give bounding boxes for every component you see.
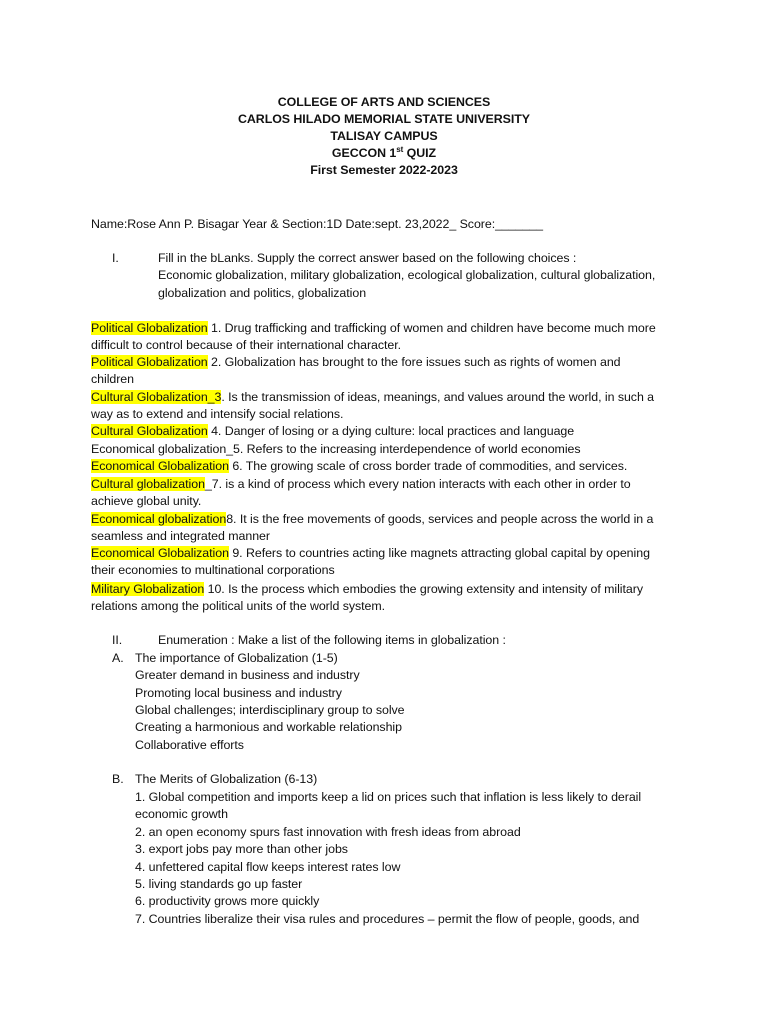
answer-10-continuation: relations among the political units of the world system. <box>91 599 386 613</box>
answer-2-highlight: Political Globalization <box>91 355 208 369</box>
section-b-item: 1. Global competition and imports keep a lid on prices such that inflation is less likely to derail <box>135 790 642 804</box>
answer-4 <box>91 423 574 440</box>
section-a-label: A. <box>112 651 124 665</box>
part1-instruction: Fill in the bLanks. Supply the correct answer based on the following choices : <box>158 251 577 265</box>
answer-2-text: 2. Globalization has brought to the fore issues such as rights of women and <box>207 355 621 369</box>
quiz-heading-prefix: GECCON 1 <box>331 146 397 160</box>
answer-1-continuation: difficult to control because of their international character. <box>91 338 402 352</box>
section-b-title: The Merits of Globalization (6-13) <box>135 772 318 786</box>
answer-3 <box>91 389 654 406</box>
semester-heading: First Semester 2022-2023 <box>310 163 458 177</box>
part1-choices-line2: globalization and politics, globalization <box>158 286 367 300</box>
section-a-item: Greater demand in business and industry <box>135 668 360 682</box>
answer-8-continuation: seamless and integrated manner <box>91 529 270 543</box>
answer-2 <box>91 354 621 371</box>
answer-7-continuation: achieve global unity. <box>91 494 202 508</box>
answer-6 <box>91 458 627 475</box>
campus-heading: TALISAY CAMPUS <box>330 129 438 143</box>
answer-4-text: 4. Danger of losing or a dying culture: local practices and language <box>207 424 575 438</box>
answer-10 <box>91 581 643 598</box>
section-b-item: economic growth <box>135 807 228 821</box>
answer-8 <box>91 511 653 528</box>
section-b-item: 6. productivity grows more quickly <box>135 894 320 908</box>
answer-6-highlight: Economical Globalization <box>91 459 229 473</box>
section-b-item: 2. an open economy spurs fast innovation with fresh ideas from abroad <box>135 825 521 839</box>
answer-10-text: 10. Is the process which embodies the growing extensity and intensity of military <box>204 582 643 596</box>
answer-3-highlight: Cultural Globalization_3 <box>91 390 222 404</box>
section-b-label: B. <box>112 772 124 786</box>
answer-7-text: _7. is a kind of process which every nation interacts with each other in order to <box>204 477 631 491</box>
answer-9-highlight: Economical Globalization <box>91 546 229 560</box>
answer-3-continuation: way as to extend and intensify social relations. <box>91 407 344 421</box>
answer-9 <box>91 545 650 562</box>
answer-3-text: . Is the transmission of ideas, meanings, and values around the world, in such a <box>221 390 655 404</box>
college-heading: COLLEGE OF ARTS AND SCIENCES <box>277 95 491 109</box>
answer-8-highlight: Economical globalization <box>91 512 227 526</box>
section-b-item: 5. living standards go up faster <box>135 877 303 891</box>
answer-1 <box>91 320 656 337</box>
answer-4-highlight: Cultural Globalization <box>91 424 208 438</box>
part2-numeral: II. <box>112 633 123 647</box>
part2-instruction: Enumeration : Make a list of the following items in globalization : <box>158 633 506 647</box>
answer-10-highlight: Military Globalization <box>91 582 205 596</box>
answer-8-text: 8. It is the free movements of goods, services and people across the world in a <box>226 512 654 526</box>
section-b-item: 7. Countries liberalize their visa rules and procedures – permit the flow of people, goods, and <box>135 912 640 926</box>
section-a-title: The importance of Globalization (1-5) <box>135 651 338 665</box>
section-b-item: 4. unfettered capital flow keeps interest rates low <box>135 860 401 874</box>
quiz-heading-superscript: st <box>396 144 404 154</box>
quiz-heading <box>0 145 768 162</box>
answer-1-text: 1. Drug trafficking and trafficking of women and children have become much more <box>207 321 656 335</box>
answer-5: Economical globalization_5. Refers to the increasing interdependence of world economies <box>91 442 581 456</box>
student-info-line: Name:Rose Ann P. Bisagar Year & Section:1D Date:sept. 23,2022_ Score:_______ <box>91 217 543 231</box>
university-heading: CARLOS HILADO MEMORIAL STATE UNIVERSITY <box>238 112 530 126</box>
answer-7 <box>91 476 631 493</box>
answer-1-highlight: Political Globalization <box>91 321 208 335</box>
answer-9-text: 9. Refers to countries acting like magnets attracting global capital by opening <box>228 546 650 560</box>
part1-choices-line1: Economic globalization, military globalization, ecological globalization, cultural globalization, <box>158 268 656 282</box>
part1-numeral: I. <box>112 251 119 265</box>
answer-9-continuation: their economies to multinational corporations <box>91 563 335 577</box>
answer-6-text: 6. The growing scale of cross border trade of commodities, and services. <box>228 459 628 473</box>
section-a-item: Creating a harmonious and workable relationship <box>135 720 402 734</box>
quiz-heading-suffix: QUIZ <box>403 146 437 160</box>
section-b-item: 3. export jobs pay more than other jobs <box>135 842 348 856</box>
answer-2-continuation: children <box>91 372 134 386</box>
section-a-item: Global challenges; interdisciplinary group to solve <box>135 703 405 717</box>
section-a-item: Collaborative efforts <box>135 738 244 752</box>
answer-7-highlight: Cultural globalization <box>91 477 205 491</box>
section-a-item: Promoting local business and industry <box>135 686 342 700</box>
